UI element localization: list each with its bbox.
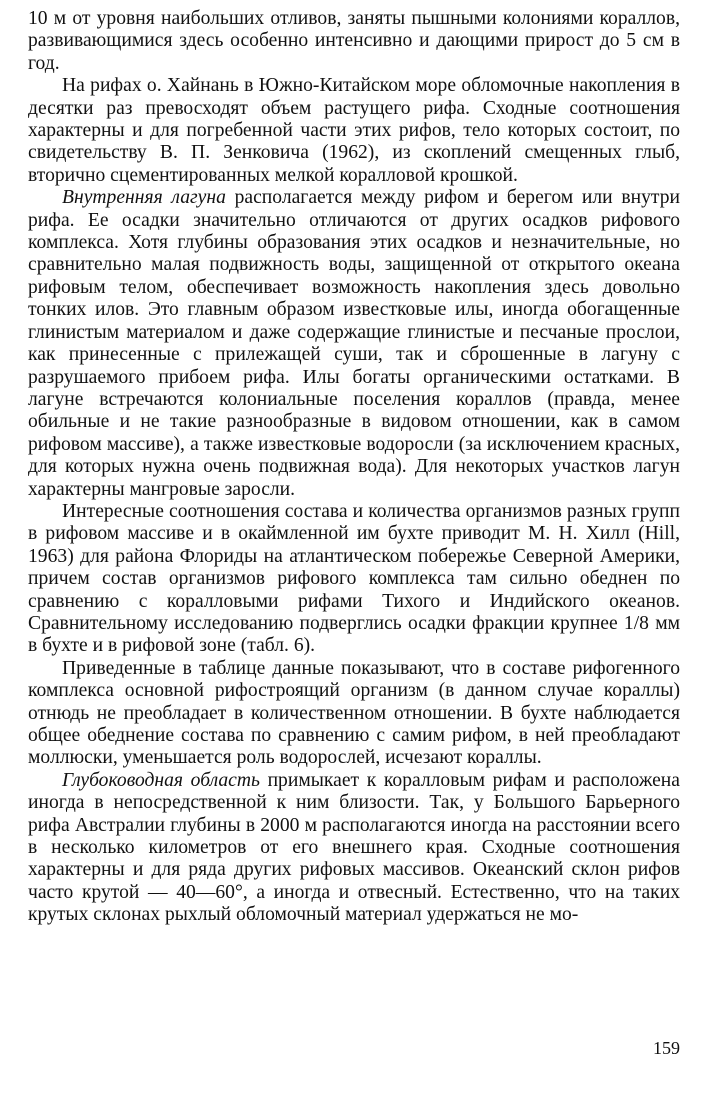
paragraph-6-lead: Глубоководная область (62, 769, 260, 791)
paragraph-3-text: располагается между рифом и берегом или внутри рифа. Ее осадки значительно отличаются от других осадков рифового комплекса. Хотя глубины образования этих осадков и незначительные, но сравнительно малая подвижность воды, защищенной от открытого океана рифовым телом, обеспечивает возможность накопления здесь довольно тонких илов. Это главным образом известковые илы, иногда обогащенные глинистым материалом и даже содержащие глинистые и песчаные прослои, как принесенные с прилежащей суши, так и сброшенные в лагуну с разрушаемого прибоем рифа. Илы богаты органическими остатками. В лагуне встречаются колониальные поселения кораллов (правда, менее обильные и не такие разнообразные в видовом отношении, как в самом рифовом массиве), а также известковые водоросли (за исключением красных, для которых нужна очень подвижная вода). Для некоторых участков лагун характерны мангровые заросли. (28, 187, 680, 500)
paragraph-4-text: Интересные соотношения состава и количества организмов разных групп в рифовом массиве и в окаймленной им бухте приводит М. Н. Хилл (Hill, 1963) для района Флориды на атлантическом побережье Северной Америки, причем состав организмов рифового комплекса там сильно обеднен по сравнению с коралловыми рифами Тихого и Индийского океанов. Сравнительному исследованию подверглись осадки фракции крупнее 1/8 мм в бухте и в рифовой зоне (табл. 6). (28, 500, 680, 657)
paragraph-5-text: Приведенные в таблице данные показывают, что в составе рифогенного комплекса основной рифостроящий организм (в данном случае кораллы) отнюдь не преобладает в количественном отношении. В бухте наблюдается общее обеднение состава по сравнению с самим рифом, в ней преобладают моллюски, уменьшается роль водорослей, исчезают кораллы. (28, 657, 680, 769)
paragraph-6-text: примыкает к коралловым рифам и расположена иногда в непосредственной к ним близости. Так, у Большого Барьерного рифа Австралии глубины в 2000 м располагаются иногда на расстоянии всего в несколько километров от его внешнего края. Сходные соотношения характерны и для ряда других рифовых массивов. Океанский склон рифов часто крутой — 40—60°, а иногда и отвесный. Естественно, что на таких крутых склонах рыхлый обломочный материал удержаться не мо- (28, 769, 680, 926)
paragraph-5 (28, 658, 680, 770)
paragraph-3-lead: Внутренняя лагуна (62, 187, 226, 209)
paragraph-2 (28, 75, 680, 187)
paragraph-1 (28, 8, 680, 75)
paragraph-2-text: На рифах о. Хайнань в Южно-Китайском море обломочные накопления в десятки раз превосходят объем растущего рифа. Сходные соотношения характерны и для погребенной части этих рифов, тело которых состоит, по свидетельству В. П. Зенковича (1962), из скоплений смещенных глыб, вторично сцементированных мелкой коралловой крошкой. (28, 75, 680, 186)
paragraph-1-text: 10 м от уровня наибольших отливов, заняты пышными колониями кораллов, развивающимися здесь особенно интенсивно и дающими прирост до 5 см в год. (28, 8, 680, 74)
paragraph-3 (28, 187, 680, 501)
page-number: 159 (653, 1038, 680, 1058)
paragraph-4 (28, 501, 680, 658)
page-body (28, 8, 680, 927)
paragraph-6 (28, 770, 680, 927)
